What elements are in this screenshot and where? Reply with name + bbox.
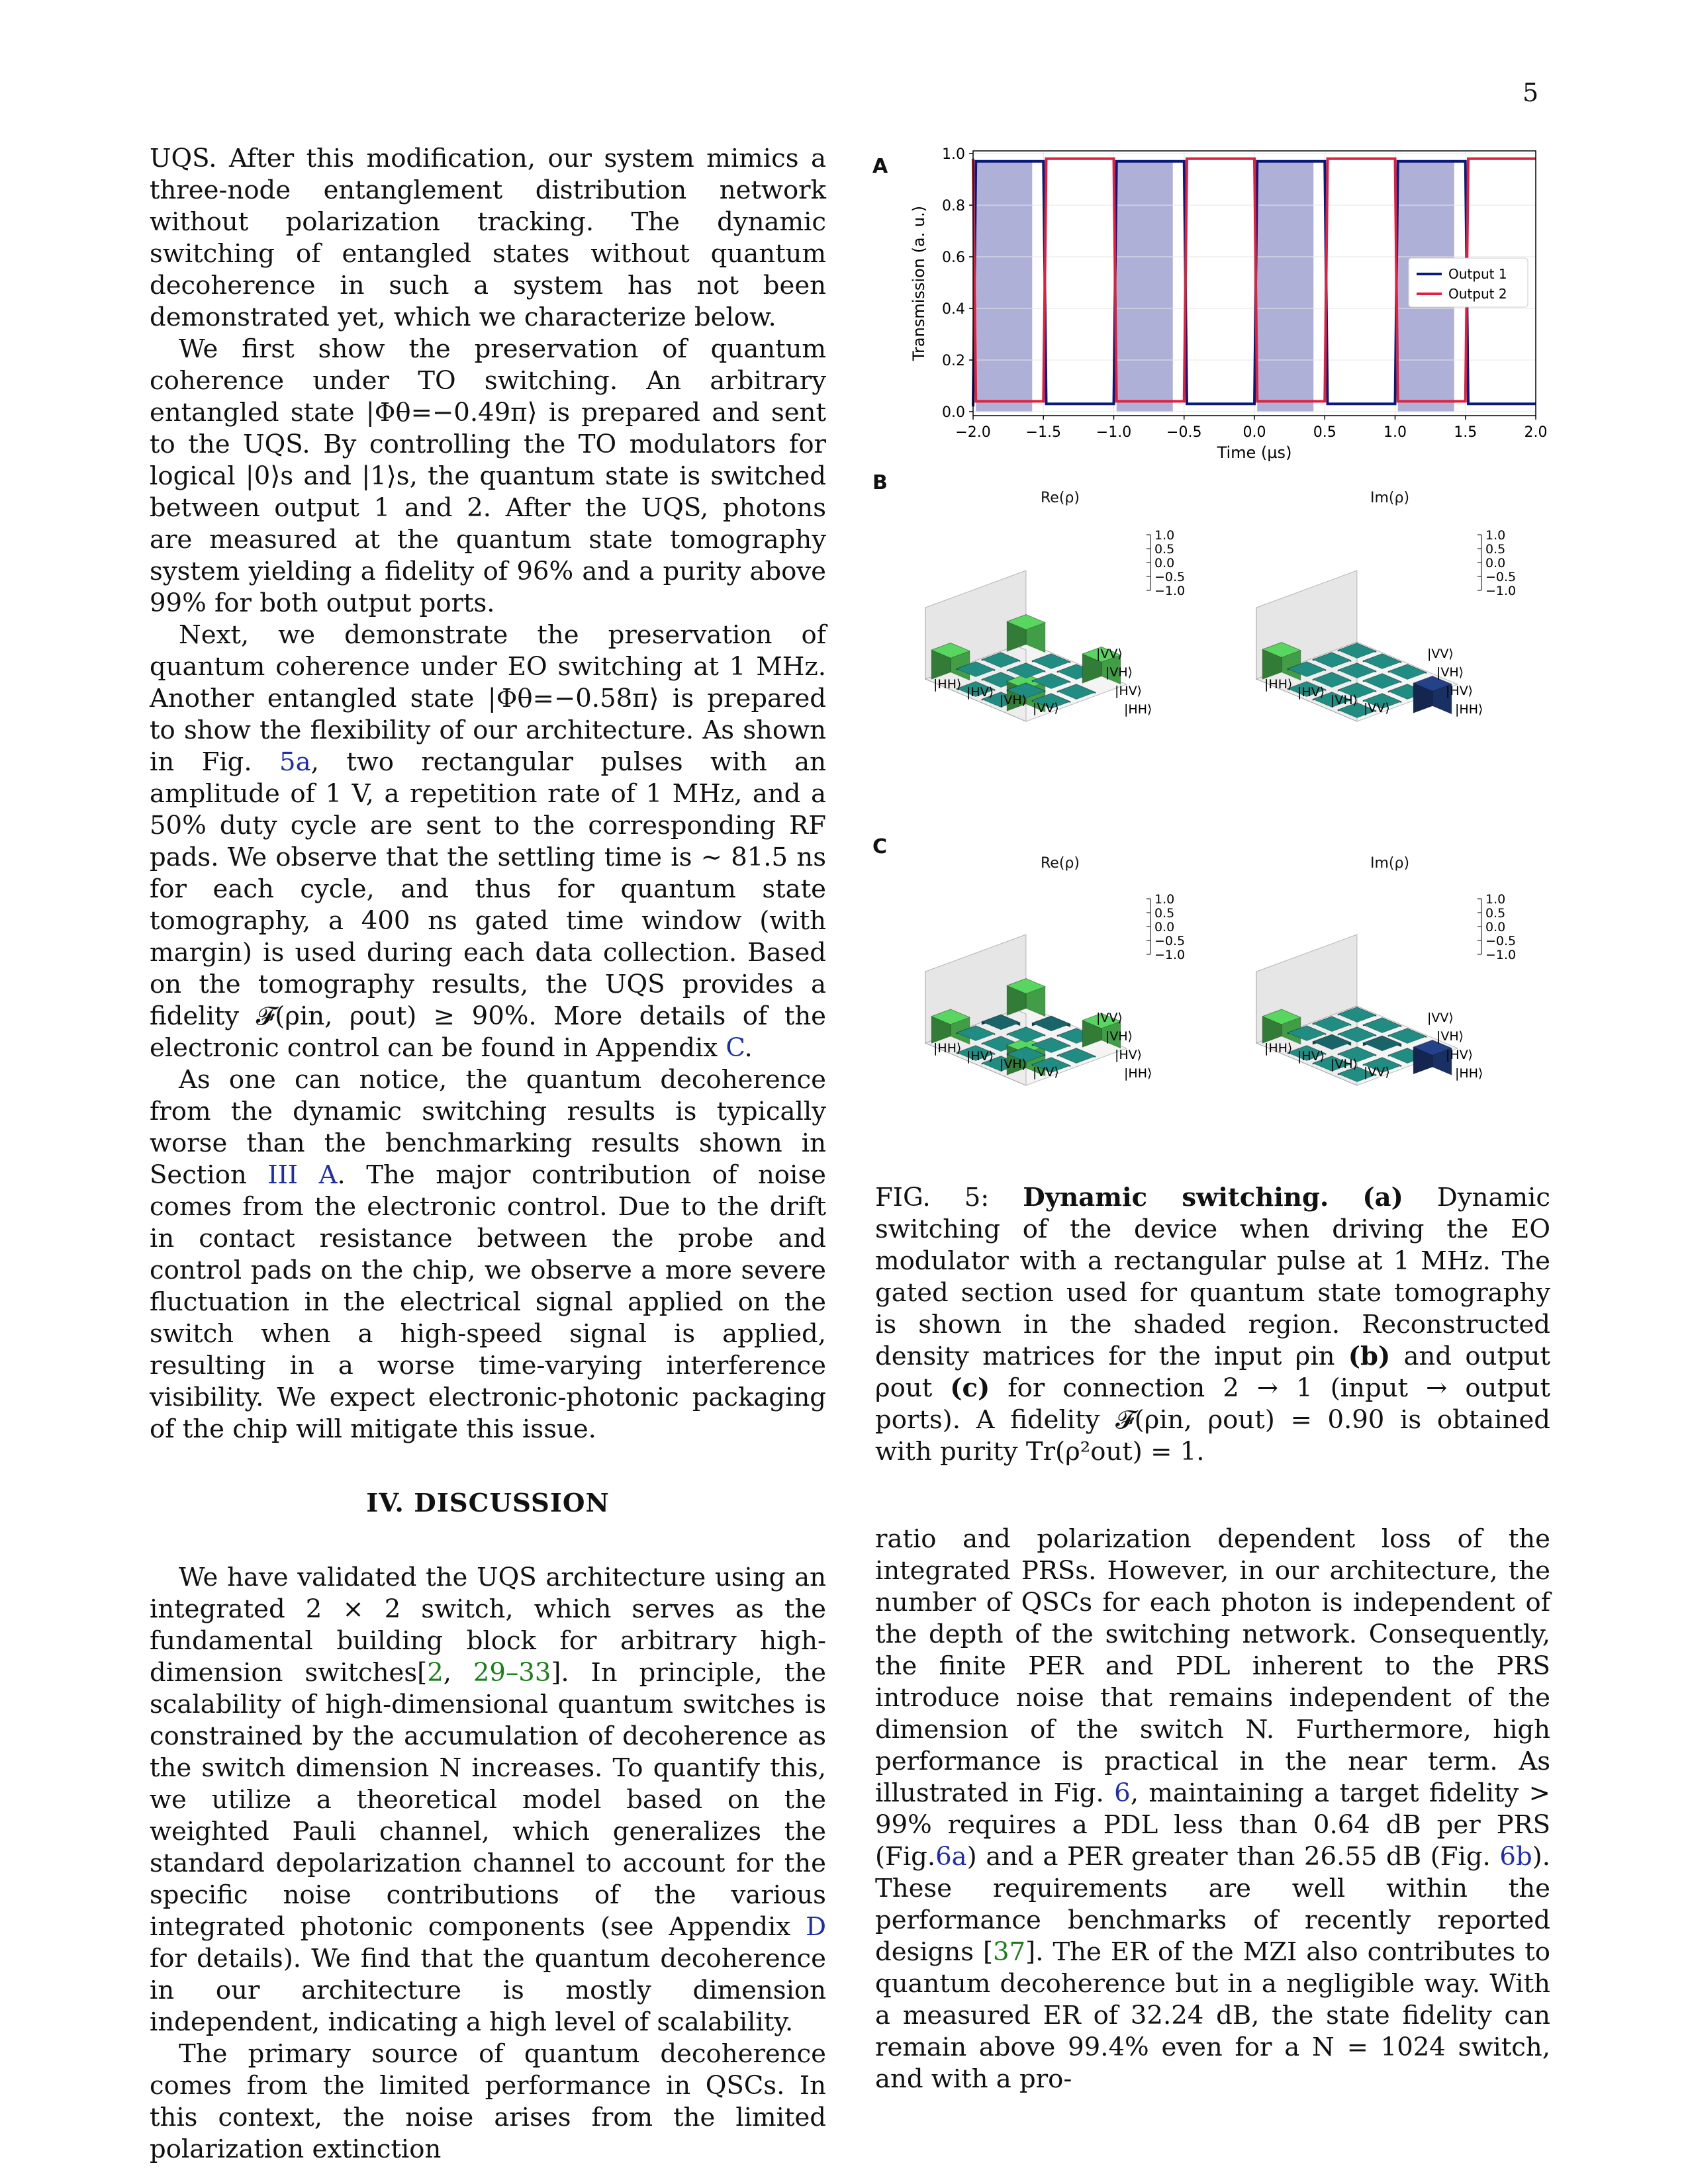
z-tick-label: −0.5 [1154, 570, 1186, 584]
basis-label: |HH⟩ [1124, 1066, 1152, 1081]
basis-label: |HV⟩ [1297, 1049, 1325, 1064]
basis-label: |VH⟩ [1105, 1029, 1133, 1044]
im-title-b: Im(ρ) [1370, 490, 1410, 506]
figure-link[interactable]: 6 [1114, 1778, 1131, 1808]
basis-label: |HV⟩ [1446, 684, 1474, 698]
z-tick-label: 0.0 [1485, 556, 1506, 570]
basis-label: |VH⟩ [1105, 665, 1133, 680]
z-tick-label: 1.0 [1485, 528, 1506, 543]
basis-label: |HH⟩ [1124, 702, 1152, 717]
z-tick-label: 1.0 [1154, 892, 1175, 907]
basis-label: |VV⟩ [1364, 701, 1390, 715]
re-title-c: Re(ρ) [1041, 855, 1080, 872]
figure-caption: FIG. 5: Dynamic switching. (a) Dynamic switching of the device when driving the EO modulator with a rectangular pulse at 1 MHz. The gated section used for quantum state tomography is shown in the shaded region. Reconstructed density matrices for the input ρin (b) and output ρout (c) for connection 2 → 1 (input → output ports). A fidelity 𝓕(ρin, ρout) = 0.90 is obtained with purity Tr(ρ²out) = 1. [875, 1183, 1551, 1467]
z-tick-label: −0.5 [1485, 934, 1517, 948]
basis-label: |HV⟩ [1115, 684, 1143, 698]
legend-label: Output 1 [1448, 266, 1507, 282]
z-tick-label: 0.5 [1154, 906, 1175, 921]
right-column [875, 1524, 1550, 2095]
x-tick-label: −1.5 [1025, 424, 1061, 441]
basis-label: |VH⟩ [1331, 1057, 1358, 1071]
basis-label: |VV⟩ [1427, 1011, 1454, 1025]
y-tick-label: 0.0 [942, 404, 965, 421]
im-title-c: Im(ρ) [1370, 855, 1410, 872]
density-matrix-plots [867, 132, 1556, 1178]
basis-label: |VV⟩ [1096, 1011, 1123, 1025]
basis-label: |HV⟩ [966, 1049, 994, 1064]
citation-link[interactable]: 37 [993, 1937, 1026, 1967]
x-tick-label: −0.5 [1166, 424, 1202, 441]
basis-label: |VH⟩ [1000, 1057, 1027, 1071]
z-tick-label: −1.0 [1485, 584, 1517, 598]
z-tick-label: 0.0 [1154, 920, 1175, 934]
z-tick-label: −1.0 [1485, 948, 1517, 962]
paragraph: We first show the preservation of quantum coherence under TO switching. An arbitrary entangled state |Φθ=−0.49π⟩ is prepared and sent to the UQS. By controlling the TO modulators for logical |0⟩s and |1⟩s, the quantum state is switched between output 1 and 2. After the UQS, photons are measured at the quantum state tomography system yielding a fidelity of 96% and a purity above 99% for both output ports. [150, 334, 826, 618]
citation-link[interactable]: 29–33 [473, 1658, 551, 1688]
z-tick-label: 0.5 [1154, 542, 1175, 557]
basis-label: |VH⟩ [1331, 693, 1358, 707]
basis-label: |HH⟩ [933, 1041, 962, 1056]
z-tick-label: 1.0 [1154, 528, 1175, 543]
x-axis-label: Time (µs) [1217, 443, 1292, 462]
z-tick-label: 0.5 [1485, 906, 1506, 921]
z-tick-label: −1.0 [1154, 584, 1186, 598]
x-tick-label: 1.0 [1383, 424, 1407, 441]
basis-label: |HH⟩ [1455, 702, 1483, 717]
basis-label: |VV⟩ [1364, 1065, 1390, 1079]
z-tick-label: 0.5 [1485, 542, 1506, 557]
paragraph: We have validated the UQS architecture using an integrated 2 × 2 switch, which serves as the fundamental building block for arbitrary high-dimension switches[2, 29–33]. In principle, the scalability of high-dimensional quantum switches is constrained by the accumulation of decoherence as the switch dimension N increases. To quantify this, we utilize a theoretical model based on the weighted Pauli channel, which generalizes the standard depolarization channel to account for the specific noise contributions of the various integrated photonic components (see Appendix D for details). We find that the quantum decoherence in our architecture is mostly dimension independent, indicating a high level of scalability. [150, 1563, 826, 2037]
basis-label: |VH⟩ [1000, 693, 1027, 707]
basis-label: |HV⟩ [1446, 1048, 1474, 1062]
y-tick-label: 0.4 [942, 301, 965, 318]
basis-label: |HH⟩ [1264, 1041, 1293, 1056]
basis-label: |HV⟩ [966, 685, 994, 700]
basis-label: |VV⟩ [1033, 701, 1059, 715]
appendix-link[interactable]: D [806, 1912, 826, 1942]
basis-label: |VV⟩ [1096, 647, 1123, 661]
basis-label: |HV⟩ [1115, 1048, 1143, 1062]
legend-label: Output 2 [1448, 286, 1507, 302]
z-tick-label: 0.0 [1154, 556, 1175, 570]
y-tick-label: 0.6 [942, 250, 965, 266]
appendix-link[interactable]: C [726, 1033, 745, 1063]
paragraph: Next, we demonstrate the preservation of quantum coherence under EO switching at 1 MHz. Another entangled state |Φθ=−0.58π⟩ is prepared to show the flexibility of our architecture. As shown in Fig. 5a, two rectangular pulses with an amplitude of 1 V, a repetition rate of 1 MHz, and a 50% duty cycle are sent to the corresponding RF pads. We observe that the settling time is ∼ 81.5 ns for each cycle, and thus for quantum state tomography, a 400 ns gated time window (with margin) is used during each data collection. Based on the tomography results, the UQS provides a fidelity 𝓕(ρin, ρout) ≥ 90%. More details of the electronic control can be found in Appendix C. [150, 620, 826, 1063]
citation-link[interactable]: 2 [427, 1658, 444, 1688]
y-tick-label: 1.0 [942, 146, 965, 163]
z-tick-label: −0.5 [1154, 934, 1186, 948]
y-tick-label: 0.2 [942, 353, 965, 369]
z-tick-label: 0.0 [1485, 920, 1506, 934]
basis-label: |HH⟩ [933, 677, 962, 692]
figure-link[interactable]: 6a [935, 1842, 967, 1872]
re-title-b: Re(ρ) [1041, 490, 1080, 506]
section-link[interactable]: III A [267, 1160, 338, 1190]
z-tick-label: 1.0 [1485, 892, 1506, 907]
figure-link[interactable]: 6b [1499, 1842, 1532, 1872]
panel-label-c: C [872, 835, 888, 858]
basis-label: |VV⟩ [1033, 1065, 1059, 1079]
x-tick-label: −1.0 [1096, 424, 1132, 441]
x-tick-label: 1.5 [1454, 424, 1477, 441]
y-axis-label: Transmission (a. u.) [910, 205, 928, 361]
paragraph: As one can notice, the quantum decoherence from the dynamic switching results is typically worse than the benchmarking results shown in Section III A. The major contribution of noise comes from the electronic control. Due to the drift in contact resistance between the probe and control pads on the chip, we observe a more severe fluctuation in the electrical signal applied on the switch when a high-speed signal is applied, resulting in a worse time-varying interference visibility. We expect electronic-photonic packaging of the chip will mitigate this issue. [150, 1065, 827, 1444]
page-number: 5 [1523, 78, 1539, 107]
x-tick-label: −2.0 [955, 424, 991, 441]
panel-label-a: A [872, 155, 888, 178]
x-tick-label: 0.5 [1313, 424, 1336, 441]
section-heading: IV. DISCUSSION [366, 1488, 610, 1518]
basis-label: |VV⟩ [1427, 647, 1454, 661]
paragraph: UQS. After this modification, our system mimics a three-node entanglement distribution network without polarization tracking. The dynamic switching of entangled states without quantum decoherence in such a system has not been demonstrated yet, which we characterize below. [150, 144, 826, 332]
y-tick-label: 0.8 [942, 198, 965, 214]
basis-label: |HH⟩ [1455, 1066, 1483, 1081]
x-tick-label: 0.0 [1243, 424, 1266, 441]
figure-link[interactable]: 5a [279, 747, 311, 777]
paragraph: The primary source of quantum decoherence comes from the limited performance in QSCs. In this context, the noise arises from the limited polarization extinction [150, 2039, 826, 2164]
basis-label: |VH⟩ [1436, 1029, 1464, 1044]
basis-label: |VH⟩ [1436, 665, 1464, 680]
figure-5 [867, 132, 1556, 1178]
z-tick-label: −0.5 [1485, 570, 1517, 584]
left-column [150, 143, 826, 2165]
x-tick-label: 2.0 [1524, 424, 1548, 441]
basis-label: |HV⟩ [1297, 685, 1325, 700]
z-tick-label: −1.0 [1154, 948, 1186, 962]
panel-label-b: B [872, 471, 888, 494]
paragraph: ratio and polarization dependent loss of the integrated PRSs. However, in our architecture, the number of QSCs for each photon is independent of the depth of the switching network. Consequently, the finite PER and PDL inherent to the PRS introduce noise that remains independent of the dimension of the switch N. Furthermore, high performance is practical in the near term. As illustrated in Fig. 6, maintaining a target fidelity > 99% requires a PDL less than 0.64 dB per PRS (Fig.6a) and a PER greater than 26.55 dB (Fig. 6b). These requirements are well within the performance benchmarks of recently reported designs [37]. The ER of the MZI also contributes to quantum decoherence but in a negligible way. With a measured ER of 32.24 dB, the state fidelity can remain above 99.4% even for a N = 1024 switch, and with a pro- [875, 1524, 1550, 2094]
basis-label: |HH⟩ [1264, 677, 1293, 692]
